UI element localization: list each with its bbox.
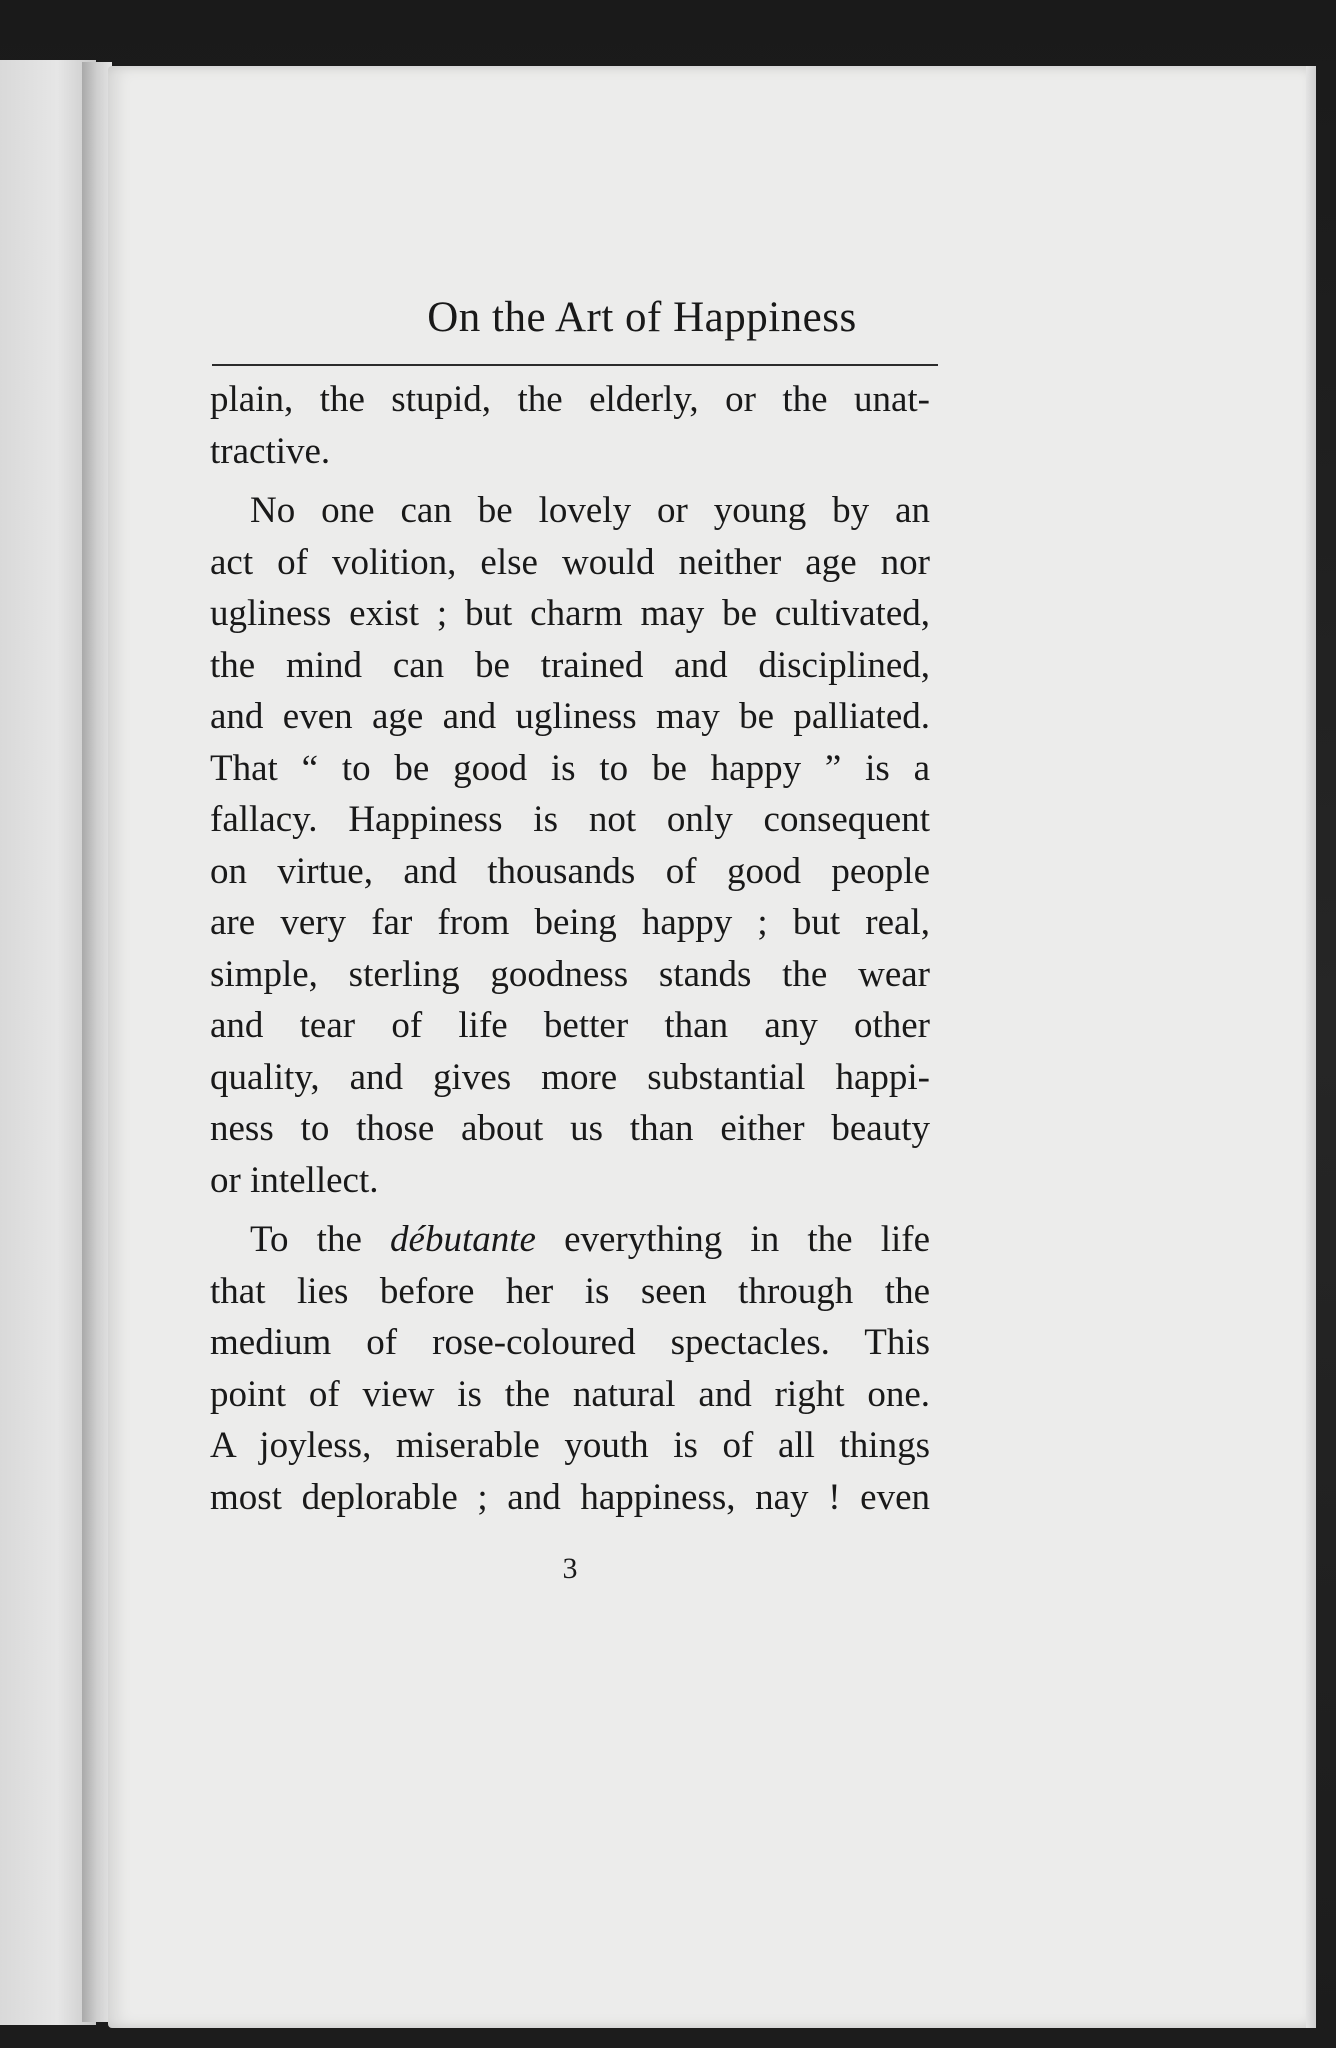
text-line: tractive. xyxy=(210,430,331,472)
text-line: are very far from being happy ; but real, xyxy=(210,902,930,943)
text-line: act of volition, else would neither age nor xyxy=(210,541,930,583)
text-line: No one can be lovely or young by an xyxy=(250,490,930,531)
paragraph-1 xyxy=(210,374,930,477)
paragraph-2 xyxy=(210,485,930,1206)
text-line: that lies before her is seen through the xyxy=(210,1270,930,1312)
text-line: simple, sterling goodness stands the wear xyxy=(210,953,930,995)
text-fragment: To the xyxy=(250,1219,391,1260)
text-line: or intellect. xyxy=(210,1159,379,1201)
text-line: fallacy. Happiness is not only consequent xyxy=(210,799,930,840)
text-line: the mind can be trained and disciplined, xyxy=(210,644,930,686)
text-fragment: everything in the life xyxy=(535,1219,930,1260)
text-line: most deplorable ; and happiness, nay ! even xyxy=(210,1476,930,1518)
page-number: 3 xyxy=(562,1552,578,1585)
text-line: That “ to be good is to be happy ” is a xyxy=(210,747,930,789)
text-line: quality, and gives more substantial happi- xyxy=(210,1056,930,1098)
paragraph-3 xyxy=(210,1214,930,1523)
running-head: On the Art of Happiness xyxy=(427,294,857,341)
italic-word: débutante xyxy=(390,1219,536,1260)
header-rule xyxy=(212,364,938,366)
text-line: A joyless, miserable youth is of all things xyxy=(210,1425,930,1466)
text-block xyxy=(206,288,1048,1595)
book-page xyxy=(108,66,1316,2028)
text-line: and tear of life better than any other xyxy=(210,1005,930,1046)
text-line: point of view is the natural and right one. xyxy=(210,1373,930,1415)
body-text xyxy=(210,374,930,1595)
text-line xyxy=(210,1214,930,1266)
text-line: plain, the stupid, the elderly, or the unat- xyxy=(210,379,930,420)
text-line: medium of rose-coloured spectacles. This xyxy=(210,1322,930,1363)
text-line: ugliness exist ; but charm may be cultivated, xyxy=(210,593,930,634)
text-line: ness to those about us than either beauty xyxy=(210,1108,930,1149)
page-edge xyxy=(1306,66,1316,2028)
text-line: and even age and ugliness may be palliated. xyxy=(210,696,930,737)
text-line: on virtue, and thousands of good people xyxy=(210,850,930,892)
